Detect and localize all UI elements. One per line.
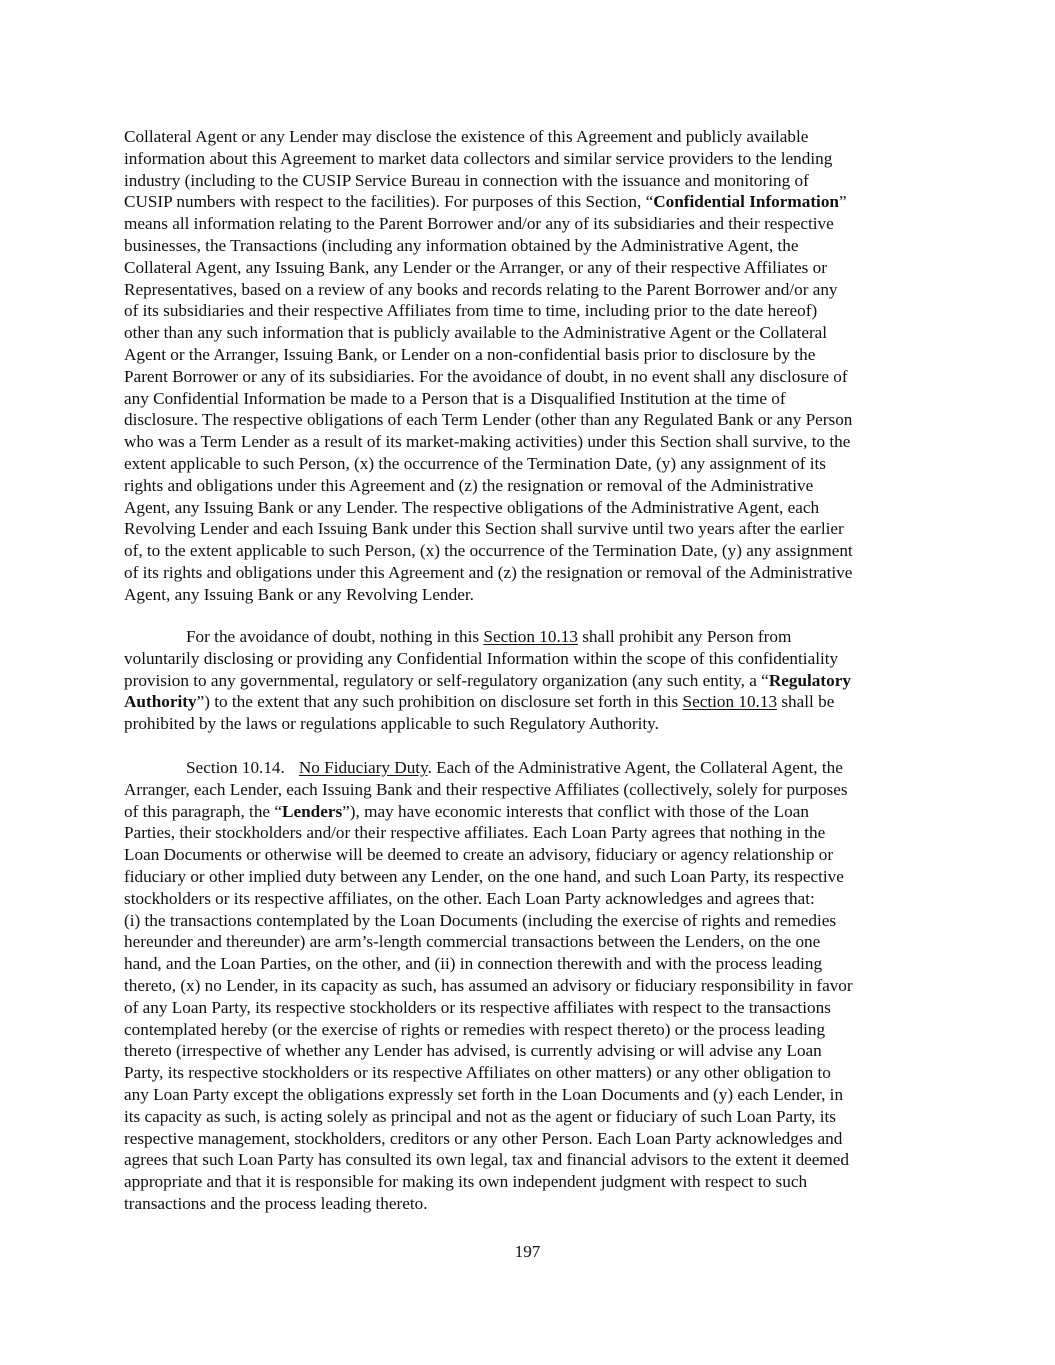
text-line: Agent, any Issuing Bank or any Lender. The respective obligations of the Administrative Agent, each	[124, 497, 820, 517]
text-run: ”	[838, 192, 847, 212]
text-line: who was a Term Lender as a result of its market-making activities) under this Section shall survive, to the	[124, 432, 851, 452]
text-run: CUSIP numbers with respect to the facilities). For purposes of this Section, “	[124, 192, 654, 212]
text-line	[124, 626, 934, 648]
text-line: information about this Agreement to market data collectors and similar service providers to the lending	[124, 148, 833, 168]
text-line: prohibited by the laws or regulations applicable to such Regulatory Authority.	[124, 714, 659, 734]
text-run: of this paragraph, the “	[124, 801, 282, 821]
text-line: respective management, stockholders, creditors or any other Person. Each Loan Party acknowledges and	[124, 1128, 843, 1148]
section-reference: Section 10.13	[682, 692, 778, 712]
text-line: voluntarily disclosing or providing any Confidential Information within the scope of this confidentiality	[124, 648, 839, 668]
defined-term-authority: Authority	[124, 692, 197, 712]
text-line: Parent Borrower or any of its subsidiaries. For the avoidance of doubt, in no event shall any disclosure of	[124, 366, 848, 386]
section-number: Section 10.14.	[186, 758, 285, 777]
text-line: of any Loan Party, its respective stockholders or its respective affiliates with respect to the transactions	[124, 997, 831, 1017]
text-line: disclosure. The respective obligations of each Term Lender (other than any Regulated Bank or any Person	[124, 410, 853, 430]
text-line: Revolving Lender and each Issuing Bank under this Section shall survive until two years after the earlier	[124, 519, 844, 539]
text-line: Arranger, each Lender, each Issuing Bank and their respective Affiliates (collectively, solely for purposes	[124, 779, 848, 799]
text-line: Collateral Agent, any Issuing Bank, any Lender or the Arranger, or any of their respective Affiliates or	[124, 257, 827, 277]
text-line: other than any such information that is publicly available to the Administrative Agent or the Collateral	[124, 323, 828, 343]
text-run: provision to any governmental, regulatory or self-regulatory organization (any such entity, a “	[124, 670, 769, 690]
text-line	[124, 801, 934, 823]
paragraph-regulatory-authority	[124, 626, 934, 735]
text-line: thereto (irrespective of whether any Lender has advised, is currently advising or will advise any Loan	[124, 1041, 822, 1061]
text-line: industry (including to the CUSIP Service Bureau in connection with the issuance and monitoring of	[124, 170, 809, 190]
text-run: For the avoidance of doubt, nothing in this	[186, 627, 484, 646]
text-line: of, to the extent applicable to such Person, (x) the occurrence of the Termination Date, (y) any assignment	[124, 541, 853, 561]
text-line: any Loan Party except the obligations expressly set forth in the Loan Documents and (y) each Lender, in	[124, 1084, 844, 1104]
text-line	[124, 757, 934, 779]
text-line: Representatives, based on a review of any books and records relating to the Parent Borrower and/or any	[124, 279, 838, 299]
text-line: Party, its respective stockholders or its respective Affiliates on other matters) or any other obligation to	[124, 1063, 831, 1083]
text-line: stockholders or its respective affiliates, on the other. Each Loan Party acknowledges and agrees that:	[124, 888, 815, 908]
text-line: extent applicable to such Person, (x) the occurrence of the Termination Date, (y) any assignment of its	[124, 453, 826, 473]
text-run: ”) to the extent that any such prohibition on disclosure set forth in this	[196, 692, 683, 712]
text-line: Agent, any Issuing Bank or any Revolving Lender.	[124, 584, 474, 604]
text-line: (i) the transactions contemplated by the Loan Documents (including the exercise of rights and remedies	[124, 910, 837, 930]
section-title: No Fiduciary Duty	[298, 758, 428, 777]
defined-term-lenders: Lenders	[281, 801, 343, 821]
text-line: businesses, the Transactions (including any information obtained by the Administrative Agent, the	[124, 235, 799, 255]
text-line: contemplated hereby (or the exercise of rights or remedies with respect thereto) or the process leading	[124, 1019, 826, 1039]
text-line: Parties, their stockholders and/or their respective affiliates. Each Loan Party agrees that nothing in the	[124, 823, 826, 843]
text-line: its capacity as such, is acting solely as principal and not as the agent or fiduciary of such Loan Party, its	[124, 1106, 836, 1126]
page-number: 197	[514, 1242, 541, 1261]
paragraph-no-fiduciary-duty	[124, 757, 934, 1215]
text-line: Collateral Agent or any Lender may disclose the existence of this Agreement and publicly available	[124, 127, 809, 146]
text-line: rights and obligations under this Agreement and (z) the resignation or removal of the Administrative	[124, 475, 814, 495]
text-line: of its rights and obligations under this Agreement and (z) the resignation or removal of the Administrative	[124, 562, 853, 582]
text-line	[124, 191, 934, 213]
defined-term-regulatory: Regulatory	[768, 670, 851, 690]
text-run: shall prohibit any Person from	[577, 627, 792, 646]
text-run: ”), may have economic interests that conflict with those of the Loan	[342, 801, 809, 821]
text-line: hand, and the Loan Parties, on the other, and (ii) in connection therewith and with the process leading	[124, 954, 823, 974]
text-line: transactions and the process leading thereto.	[124, 1193, 428, 1213]
text-run: . Each of the Administrative Agent, the Collateral Agent, the	[427, 758, 843, 777]
text-line: thereto, (x) no Lender, in its capacity as such, has assumed an advisory or fiduciary responsibility in favor	[124, 975, 853, 995]
section-reference: Section 10.13	[483, 627, 578, 646]
text-line: of its subsidiaries and their respective Affiliates from time to time, including prior to the date hereof)	[124, 301, 818, 321]
paragraph-confidentiality	[124, 126, 934, 606]
text-run: shall be	[777, 692, 835, 712]
text-line: means all information relating to the Parent Borrower and/or any of its subsidiaries and their respective	[124, 214, 834, 234]
text-line: fiduciary or other implied duty between any Lender, on the one hand, and such Loan Party, its respective	[124, 866, 844, 886]
text-line: any Confidential Information be made to a Person that is a Disqualified Institution at the time of	[124, 388, 786, 408]
text-line: appropriate and that it is responsible for making its own independent judgment with respect to such	[124, 1172, 808, 1192]
text-line	[124, 670, 934, 692]
text-line: hereunder and thereunder) are arm’s-length commercial transactions between the Lenders, on the one	[124, 932, 821, 952]
defined-term-confidential-information: Confidential Information	[653, 192, 839, 212]
text-line: Loan Documents or otherwise will be deemed to create an advisory, fiduciary or agency relationship or	[124, 845, 834, 865]
text-line: agrees that such Loan Party has consulted its own legal, tax and financial advisors to the extent it deemed	[124, 1150, 850, 1170]
text-line	[124, 691, 934, 713]
text-line: Agent or the Arranger, Issuing Bank, or Lender on a non-confidential basis prior to disclosure by the	[124, 344, 816, 364]
